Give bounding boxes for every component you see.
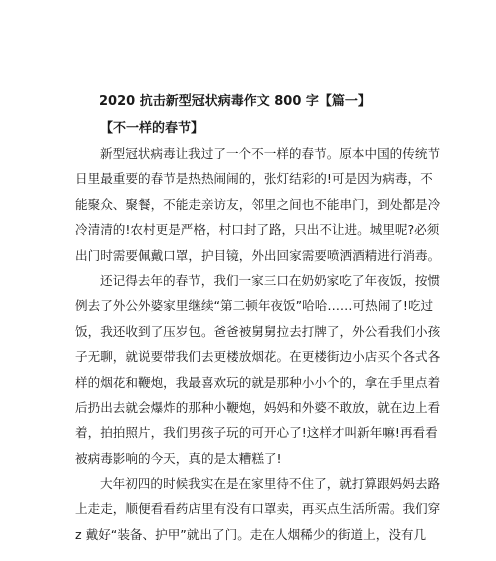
section-heading: 【不一样的春节】 [100,121,205,136]
essay-body [75,141,441,547]
text-line: 还记得去年的春节，我们一家三口在奶奶家吃了年夜饭，按惯 [100,272,441,288]
text-line: 饭，我还收到了压岁包。爸爸被舅舅拉去打牌了，外公看我们小孩 [75,323,441,339]
text-line: 日里最重要的春节是热热闹闹的，张灯结彩的!可是因为病毒，不 [75,171,433,187]
text-line: 着，拍拍照片，我们男孩子玩的可开心了!这样才叫新年嘛!再看看 [75,425,438,441]
text-line: 子无聊，就说要带我们去更楼放烟花。在更楼街边小店买个各式各 [75,349,441,365]
text-line: 能聚众、聚餐，不能走亲访友，邻里之间也不能串门，到处都是冷 [75,196,441,212]
text-line: 例去了外公外婆家里继续“第二顿年夜饭”哈哈……可热闹了!吃过 [75,298,434,314]
text-line: 新型冠状病毒让我过了一个不一样的春节。原本中国的传统节 [100,146,441,161]
text-line: 后扔出去就会爆炸的那种小鞭炮，妈妈和外婆不敢放，就在边上看 [75,399,441,415]
text-line: 冷清清的!农村更是严格，村口封了路，只出不让进。城里呢?必须 [75,222,440,238]
text-line: 样的烟花和鞭炮，我最喜欢玩的就是那种小小个的，拿在手里点着 [75,374,441,390]
text-line: 被病毒影响的今天，真的是太糟糕了! [75,450,282,466]
text-line: 大年初四的时候我实在是在家里待不住了，就打算跟妈妈去路 [100,476,441,492]
document-title: 2020 抗击新型冠状病毒作文 800 字【篇一】 [99,94,371,109]
text-line: 上走走，顺便看看药店里有没有口罩卖，再买点生活所需。我们穿 [75,501,441,517]
text-line: 出门时需要佩戴口罩，护目镜，外出回家需要喷洒酒精进行消毒。 [75,247,441,263]
text-line: z 戴好“装备、护甲”就出了门。走在人烟稀少的街道上，没有几 [75,526,427,542]
